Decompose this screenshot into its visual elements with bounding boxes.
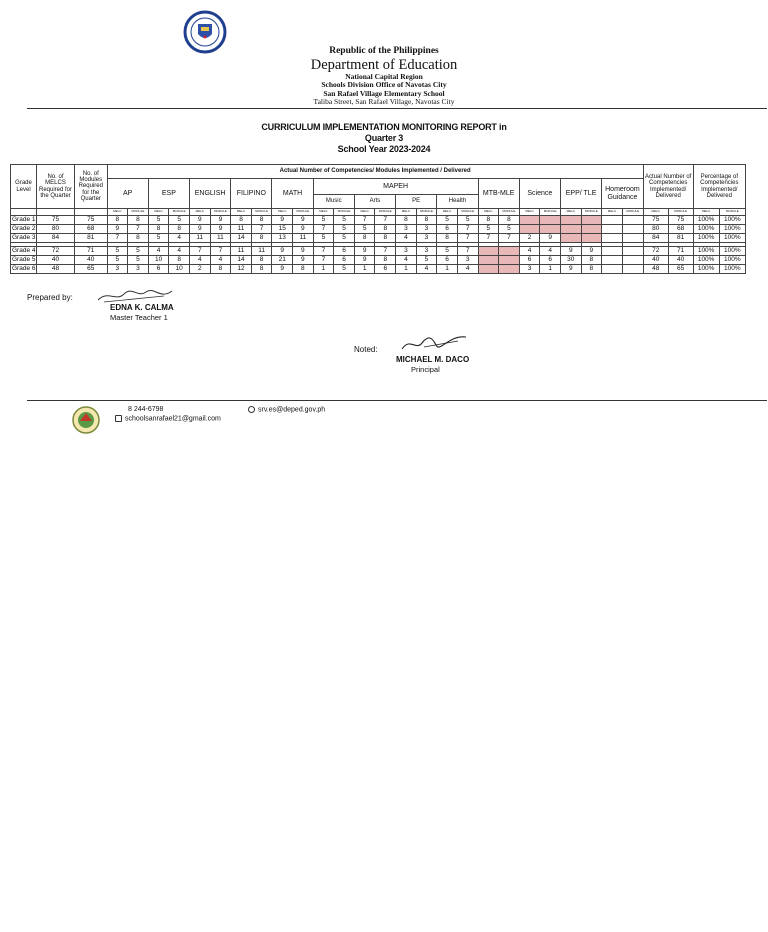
col-header-melcs: No. of MELCS Required for the Quarter <box>37 165 75 209</box>
col-header-percentage: Percentage of Competencies Implemented/ Delivered <box>693 165 745 209</box>
row-cell <box>499 256 520 265</box>
row-cell <box>478 247 499 256</box>
row-cell: 9 <box>189 216 210 225</box>
row-cell: 8 <box>169 256 190 265</box>
row-cell <box>519 225 540 234</box>
row-cell: 9 <box>560 265 581 274</box>
school-line: San Rafael Village Elementary School <box>323 88 445 98</box>
col-header-modules: No. of Modules Required for the Quarter <box>75 165 108 209</box>
row-cell: 5 <box>128 247 149 256</box>
row-total-module: 75 <box>668 216 693 225</box>
row-total-melc: 84 <box>643 234 668 243</box>
row-cell: 6 <box>148 265 169 274</box>
row-cell: 5 <box>334 265 355 274</box>
row-cell <box>540 216 561 225</box>
row-grade-level: Grade 4 <box>12 246 36 254</box>
row-cell: 8 <box>251 216 272 225</box>
row-cell: 4 <box>396 256 417 265</box>
report-title-quarter: Quarter 3 <box>364 132 404 143</box>
noted-signature <box>400 333 470 353</box>
row-cell <box>478 265 499 274</box>
subheader-module: MODULE <box>375 209 396 216</box>
report-title <box>0 122 768 154</box>
row-cell: 9 <box>210 216 231 225</box>
row-cell: 9 <box>293 256 314 265</box>
row-cell: 5 <box>128 256 149 265</box>
row-cell: 7 <box>499 234 520 243</box>
row-cell <box>622 265 643 274</box>
row-modules: 81 <box>75 234 108 243</box>
row-cell <box>602 265 623 274</box>
row-cell: 4 <box>540 247 561 256</box>
table-row <box>11 256 746 265</box>
subject-filipino: FILIPINO <box>231 179 272 209</box>
row-cell: 3 <box>457 256 478 265</box>
region-line: National Capital Region <box>345 71 423 81</box>
row-cell: 6 <box>437 256 458 265</box>
row-cell: 2 <box>519 234 540 243</box>
row-cell <box>540 225 561 234</box>
school-logo <box>70 405 102 435</box>
row-cell: 7 <box>354 216 375 225</box>
row-grade-level: Grade 2 <box>12 224 36 232</box>
subheader-module: MODULE <box>719 209 745 216</box>
row-cell: 8 <box>354 234 375 243</box>
subject-ap: AP <box>107 179 148 209</box>
row-cell: 4 <box>519 247 540 256</box>
subheader-blank <box>37 209 75 216</box>
row-cell <box>519 216 540 225</box>
row-cell: 3 <box>107 265 128 274</box>
row-cell: 8 <box>375 234 396 243</box>
row-pct-melc: 100% <box>693 234 719 243</box>
row-cell: 7 <box>313 247 334 256</box>
row-total-module: 71 <box>668 247 693 256</box>
row-cell: 5 <box>169 216 190 225</box>
row-cell: 1 <box>396 265 417 274</box>
row-cell: 5 <box>148 234 169 243</box>
row-cell <box>622 234 643 243</box>
subheader-module: MODULE <box>499 209 520 216</box>
table-row <box>11 234 746 243</box>
row-cell: 7 <box>457 234 478 243</box>
footer-web <box>248 406 325 413</box>
subheader-module: MODULE <box>622 209 643 216</box>
row-cell: 8 <box>251 256 272 265</box>
table-row <box>11 216 746 225</box>
row-cell: 8 <box>210 265 231 274</box>
row-cell: 6 <box>540 256 561 265</box>
row-cell: 5 <box>107 247 128 256</box>
row-cell: 6 <box>334 247 355 256</box>
row-cell: 5 <box>499 225 520 234</box>
row-cell: 6 <box>437 225 458 234</box>
row-cell: 8 <box>581 256 602 265</box>
footer-phone-text: 8 244-6798 <box>128 406 164 413</box>
row-modules: 75 <box>75 216 108 225</box>
subject-esp: ESP <box>148 179 189 209</box>
prepared-signature <box>94 288 176 304</box>
division-line: Schools Division Office of Navotas City <box>321 80 447 90</box>
table-row <box>11 265 746 274</box>
footer-phone <box>128 406 163 413</box>
subject-epp-tle: EPP/ TLE <box>560 179 601 209</box>
row-cell: 9 <box>354 256 375 265</box>
row-cell <box>602 256 623 265</box>
row-cell <box>581 234 602 243</box>
row-cell: 9 <box>293 247 314 256</box>
row-cell: 6 <box>375 265 396 274</box>
row-melcs: 84 <box>37 234 75 243</box>
col-header-actual-total: Actual Number of Competencies Implemented/ Delivered <box>643 165 693 209</box>
row-cell: 8 <box>107 216 128 225</box>
row-cell: 5 <box>437 216 458 225</box>
subheader-melc: MELC <box>643 209 668 216</box>
row-cell: 9 <box>272 216 293 225</box>
row-cell: 8 <box>396 216 417 225</box>
row-cell: 9 <box>210 225 231 234</box>
row-cell <box>560 234 581 243</box>
row-cell: 5 <box>313 216 334 225</box>
row-cell: 5 <box>148 216 169 225</box>
row-cell: 9 <box>354 247 375 256</box>
row-cell: 3 <box>396 247 417 256</box>
row-cell: 7 <box>313 256 334 265</box>
row-pct-melc: 100% <box>693 265 719 274</box>
row-cell: 7 <box>107 234 128 243</box>
row-cell: 9 <box>560 247 581 256</box>
row-cell: 8 <box>148 225 169 234</box>
row-cell: 21 <box>272 256 293 265</box>
row-cell <box>499 265 520 274</box>
row-modules: 40 <box>75 256 108 265</box>
footer-rule <box>27 400 767 401</box>
row-cell: 5 <box>437 247 458 256</box>
noted-by-title: Principal <box>411 365 440 374</box>
row-cell: 9 <box>189 225 210 234</box>
row-cell: 8 <box>128 216 149 225</box>
row-cell <box>602 225 623 234</box>
row-cell: 4 <box>148 247 169 256</box>
subheader-melc: MELC <box>148 209 169 216</box>
prepared-by-title: Master Teacher 1 <box>110 313 168 322</box>
subject-math: MATH <box>272 179 313 209</box>
subject-music: Music <box>313 195 354 209</box>
subheader-module: MODULE <box>416 209 437 216</box>
row-cell: 5 <box>313 234 334 243</box>
row-pct-melc: 100% <box>693 216 719 225</box>
subheader-melc: MELC <box>272 209 293 216</box>
row-melcs: 75 <box>37 216 75 225</box>
row-cell: 4 <box>416 265 437 274</box>
footer-email <box>115 415 221 422</box>
row-cell: 8 <box>169 225 190 234</box>
row-cell: 11 <box>189 234 210 243</box>
subheader-blank <box>75 209 108 216</box>
subject-english: ENGLISH <box>189 179 230 209</box>
row-cell: 5 <box>107 256 128 265</box>
row-grade-level: Grade 3 <box>12 233 36 241</box>
subject-health: Health <box>437 195 478 209</box>
subheader-melc: MELC <box>107 209 128 216</box>
footer-web-text: srv.es@deped.gov.ph <box>258 406 326 414</box>
row-cell <box>602 247 623 256</box>
row-cell: 10 <box>148 256 169 265</box>
row-cell: 10 <box>169 265 190 274</box>
footer-email-text: schoolsanrafael21@gmail.com <box>125 415 221 423</box>
row-grade-level: Grade 5 <box>12 255 36 263</box>
row-cell <box>560 225 581 234</box>
row-total-module: 40 <box>668 256 693 265</box>
row-cell: 14 <box>231 256 252 265</box>
subject-arts: Arts <box>354 195 395 209</box>
row-cell: 9 <box>293 225 314 234</box>
row-cell: 11 <box>231 225 252 234</box>
row-cell: 4 <box>396 234 417 243</box>
subheader-melc: MELC <box>560 209 581 216</box>
row-cell: 5 <box>416 256 437 265</box>
report-title-school-year: School Year 2023-2024 <box>337 143 431 154</box>
subheader-module: MODULE <box>334 209 355 216</box>
row-cell: 1 <box>313 265 334 274</box>
table-row <box>11 247 746 256</box>
subheader-melc: MELC <box>602 209 623 216</box>
row-cell: 15 <box>272 225 293 234</box>
row-cell <box>602 216 623 225</box>
row-total-melc: 72 <box>643 247 668 256</box>
prepared-by-name: EDNA K. CALMA <box>110 303 174 312</box>
row-cell <box>499 247 520 256</box>
row-cell: 1 <box>354 265 375 274</box>
row-cell <box>602 234 623 243</box>
row-cell: 8 <box>251 265 272 274</box>
noted-label: Noted: <box>354 345 378 354</box>
row-cell: 7 <box>189 247 210 256</box>
row-cell: 9 <box>272 265 293 274</box>
row-cell: 5 <box>478 225 499 234</box>
subheader-melc: MELC <box>396 209 417 216</box>
row-cell: 8 <box>581 265 602 274</box>
row-cell: 5 <box>334 216 355 225</box>
row-total-module: 68 <box>668 225 693 234</box>
row-cell <box>581 216 602 225</box>
row-pct-module: 100% <box>719 216 745 225</box>
row-pct-melc: 100% <box>693 225 719 234</box>
row-pct-module: 100% <box>719 265 745 274</box>
subject-pe: PE <box>396 195 437 209</box>
row-cell: 9 <box>540 234 561 243</box>
col-header-grade-level: Grade Level <box>11 165 37 209</box>
row-cell: 4 <box>210 256 231 265</box>
row-cell: 8 <box>375 256 396 265</box>
row-cell: 11 <box>231 247 252 256</box>
subheader-melc: MELC <box>354 209 375 216</box>
subheader-module: MODULE <box>581 209 602 216</box>
row-cell <box>560 216 581 225</box>
row-grade-level: Grade 1 <box>12 215 36 223</box>
row-pct-module: 100% <box>719 247 745 256</box>
row-cell: 3 <box>128 265 149 274</box>
row-cell: 4 <box>189 256 210 265</box>
department-line: Department of Education <box>310 56 458 73</box>
row-total-melc: 48 <box>643 265 668 274</box>
subheader-melc: MELC <box>437 209 458 216</box>
row-cell: 6 <box>334 256 355 265</box>
row-cell: 11 <box>210 234 231 243</box>
row-cell: 7 <box>313 225 334 234</box>
row-melcs: 40 <box>37 256 75 265</box>
header-rule <box>27 108 767 109</box>
row-cell: 7 <box>251 225 272 234</box>
subheader-module: MODULE <box>540 209 561 216</box>
row-cell: 8 <box>128 234 149 243</box>
subheader-module: MODULE <box>457 209 478 216</box>
row-cell <box>622 216 643 225</box>
row-cell: 14 <box>231 234 252 243</box>
report-title-line1: CURRICULUM IMPLEMENTATION MONITORING REPORT in <box>261 122 507 132</box>
row-cell: 7 <box>128 225 149 234</box>
noted-by-name: MICHAEL M. DACO <box>396 355 470 364</box>
row-cell: 13 <box>272 234 293 243</box>
row-modules: 65 <box>75 265 108 274</box>
table-row <box>11 225 746 234</box>
row-cell: 4 <box>457 265 478 274</box>
subheader-blank <box>11 209 37 216</box>
row-cell: 7 <box>375 247 396 256</box>
row-cell: 8 <box>251 234 272 243</box>
row-cell: 8 <box>375 225 396 234</box>
row-melcs: 48 <box>37 265 75 274</box>
row-total-melc: 80 <box>643 225 668 234</box>
row-total-module: 81 <box>668 234 693 243</box>
row-cell <box>622 247 643 256</box>
row-modules: 71 <box>75 247 108 256</box>
row-cell: 8 <box>416 216 437 225</box>
row-cell: 8 <box>293 265 314 274</box>
subheader-module: MODULE <box>251 209 272 216</box>
row-cell: 3 <box>416 225 437 234</box>
row-cell: 7 <box>457 225 478 234</box>
row-pct-module: 100% <box>719 225 745 234</box>
subheader-melc: MELC <box>519 209 540 216</box>
row-cell <box>622 256 643 265</box>
row-pct-melc: 100% <box>693 247 719 256</box>
row-pct-melc: 100% <box>693 256 719 265</box>
row-cell: 9 <box>272 247 293 256</box>
row-total-melc: 75 <box>643 216 668 225</box>
row-cell: 1 <box>540 265 561 274</box>
row-cell: 9 <box>581 247 602 256</box>
subheader-melc: MELC <box>313 209 334 216</box>
row-cell: 7 <box>210 247 231 256</box>
row-cell: 7 <box>457 247 478 256</box>
row-cell: 8 <box>478 216 499 225</box>
row-grade-level: Grade 6 <box>12 264 36 272</box>
monitoring-table <box>10 164 746 274</box>
subject-science: Science <box>519 179 560 209</box>
letterhead <box>0 46 768 106</box>
row-cell: 30 <box>560 256 581 265</box>
subject-mtb-mle: MTB-MLE <box>478 179 519 209</box>
row-cell: 5 <box>334 234 355 243</box>
row-cell: 5 <box>354 225 375 234</box>
row-cell: 1 <box>437 265 458 274</box>
row-cell <box>581 225 602 234</box>
row-cell: 8 <box>499 216 520 225</box>
row-cell: 9 <box>293 216 314 225</box>
row-cell: 4 <box>169 247 190 256</box>
col-header-actual-group: Actual Number of Competencies/ Modules Implemented / Delivered <box>107 165 643 179</box>
row-cell <box>478 256 499 265</box>
row-cell: 11 <box>293 234 314 243</box>
row-modules: 68 <box>75 225 108 234</box>
row-cell: 3 <box>416 234 437 243</box>
row-cell: 5 <box>457 216 478 225</box>
subheader-melc: MELC <box>189 209 210 216</box>
row-cell: 2 <box>189 265 210 274</box>
row-cell: 11 <box>251 247 272 256</box>
row-cell: 7 <box>375 216 396 225</box>
row-cell: 8 <box>231 216 252 225</box>
row-melcs: 80 <box>37 225 75 234</box>
row-cell: 3 <box>519 265 540 274</box>
subject-homeroom-guidance: Homeroom Guidance <box>602 179 644 209</box>
row-melcs: 72 <box>37 247 75 256</box>
subheader-module: MODULE <box>128 209 149 216</box>
row-pct-module: 100% <box>719 256 745 265</box>
subheader-module: MODULE <box>169 209 190 216</box>
subheader-module: MODULE <box>210 209 231 216</box>
row-total-module: 65 <box>668 265 693 274</box>
subheader-melc: MELC <box>693 209 719 216</box>
row-cell <box>622 225 643 234</box>
row-cell: 12 <box>231 265 252 274</box>
subject-mapeh: MAPEH <box>313 179 478 195</box>
row-cell: 6 <box>519 256 540 265</box>
subheader-module: MODULE <box>668 209 693 216</box>
globe-icon <box>248 406 255 413</box>
row-cell: 3 <box>416 247 437 256</box>
row-pct-module: 100% <box>719 234 745 243</box>
row-cell: 9 <box>107 225 128 234</box>
row-cell: 4 <box>169 234 190 243</box>
row-cell: 5 <box>334 225 355 234</box>
row-cell: 3 <box>396 225 417 234</box>
email-icon <box>115 415 122 422</box>
subheader-melc: MELC <box>478 209 499 216</box>
address-line: Taliba Street, San Rafael Village, Navotas City <box>313 97 455 107</box>
row-total-melc: 40 <box>643 256 668 265</box>
row-cell: 7 <box>478 234 499 243</box>
republic-line: Republic of the Philippines <box>329 46 439 56</box>
subheader-melc: MELC <box>231 209 252 216</box>
row-cell: 8 <box>437 234 458 243</box>
subheader-module: MODULE <box>293 209 314 216</box>
prepared-by-label: Prepared by: <box>27 293 73 302</box>
